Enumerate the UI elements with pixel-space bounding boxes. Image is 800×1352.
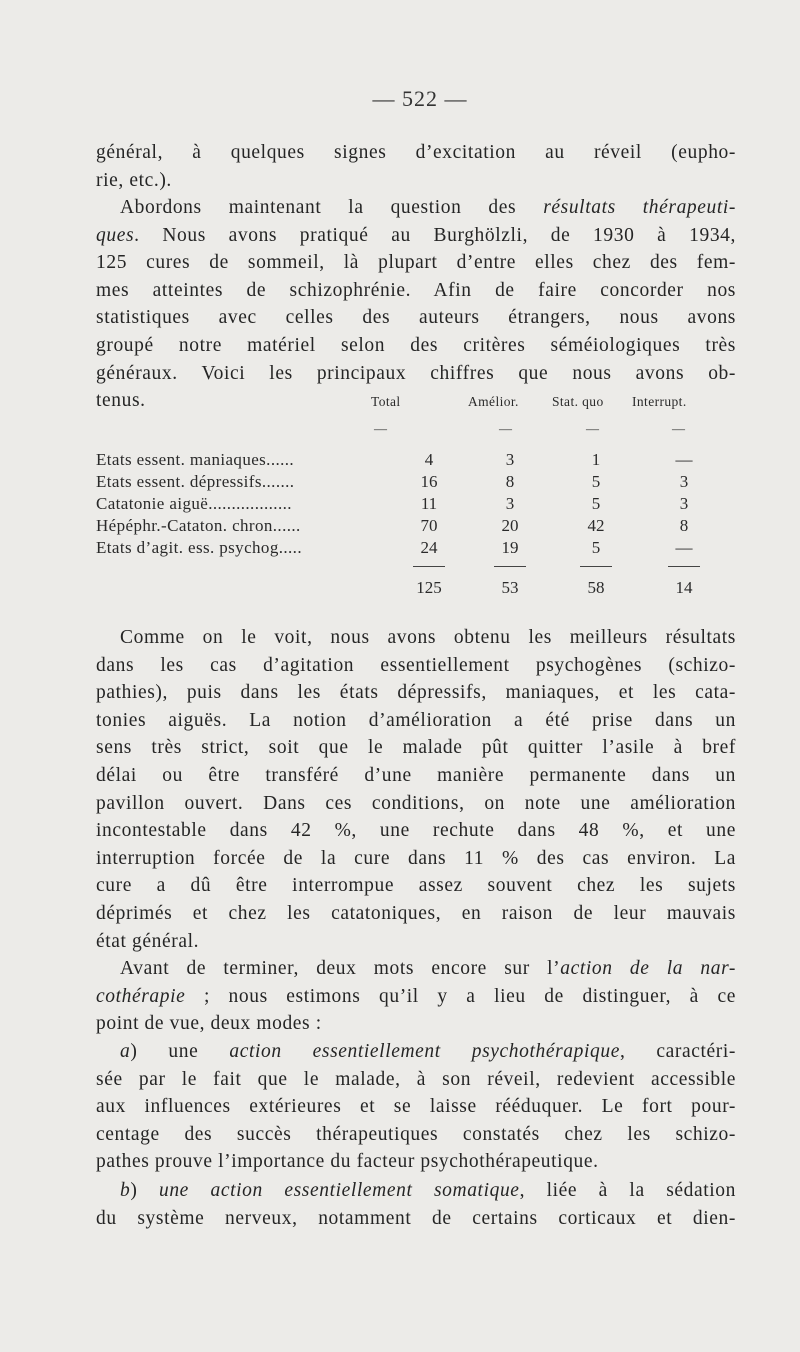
text-line: incontestable dans 42 %, une rechute dans 48 %, et une bbox=[96, 820, 736, 842]
row-label: Etats d’agit. ess. psychog..... bbox=[96, 538, 302, 557]
cell-stat-quo: 1 bbox=[591, 450, 601, 469]
cell-stat-quo: 42 bbox=[587, 516, 605, 535]
cell-total: 24 bbox=[420, 538, 438, 557]
table-row bbox=[96, 538, 736, 560]
col-header-amelior: Amélior. bbox=[468, 394, 519, 409]
text-line: b) une action essentiellement somatique, liée à la sédation bbox=[120, 1180, 737, 1201]
header-dash: — bbox=[374, 421, 387, 436]
text-line: général, à quelques signes d’excitation au réveil (eupho- bbox=[96, 142, 736, 163]
text-line: sée par le fait que le malade, à son réveil, redevient accessible bbox=[96, 1068, 736, 1090]
text-line: état général. bbox=[96, 930, 200, 952]
row-label: Catatonie aiguë.................. bbox=[96, 494, 292, 513]
table-row bbox=[96, 494, 736, 516]
col-header-interrupt: Interrupt. bbox=[632, 394, 687, 409]
total-total: 125 bbox=[416, 578, 442, 597]
cell-stat-quo: 5 bbox=[591, 538, 601, 557]
cell-stat-quo: 5 bbox=[591, 472, 601, 491]
paragraph-3 bbox=[96, 624, 736, 955]
cell-amelior: 3 bbox=[505, 494, 515, 513]
col-header-stat-quo: Stat. quo bbox=[552, 394, 604, 409]
text-line: Abordons maintenant la question des résultats thérapeuti- bbox=[120, 197, 737, 218]
paragraph-4 bbox=[96, 955, 736, 1038]
text-line: dans les cas d’agitation essentiellement psychogènes (schizo- bbox=[96, 654, 736, 676]
text-line: ques. Nous avons pratiqué au Burghölzli, de 1930 à 1934, bbox=[96, 224, 736, 246]
page-number: — 522 — bbox=[372, 86, 468, 111]
text-line: centage des succès thérapeutiques constatés chez les schizo- bbox=[96, 1123, 736, 1145]
row-label: Etats essent. maniaques...... bbox=[96, 450, 295, 469]
header-dash: — bbox=[586, 421, 599, 436]
text-line: statistiques avec celles des auteurs étrangers, nous avons bbox=[96, 307, 736, 329]
cell-interrupt: 3 bbox=[679, 472, 689, 491]
paragraph-6 bbox=[96, 1177, 736, 1232]
text-line: groupé notre matériel selon des critères séméiologiques très bbox=[96, 334, 736, 356]
paragraph-2 bbox=[96, 194, 736, 415]
total-rule bbox=[494, 566, 526, 567]
text-line: point de vue, deux modes : bbox=[96, 1013, 322, 1035]
text-line: sens très strict, soit que le malade pût quitter l’asile à bref bbox=[96, 737, 736, 759]
total-rule bbox=[668, 566, 700, 567]
text-line: aux influences extérieures et se laisse rééduquer. Le fort pour- bbox=[96, 1096, 736, 1118]
text-line: pathies), puis dans les états dépressifs, maniaques, et les cata- bbox=[96, 682, 736, 704]
total-interrupt: 14 bbox=[675, 578, 693, 597]
cell-amelior: 8 bbox=[505, 472, 515, 491]
text-line: cure a dû être interrompue assez souvent chez les sujets bbox=[96, 875, 736, 897]
total-rule bbox=[580, 566, 612, 567]
paragraph-5 bbox=[96, 1038, 736, 1176]
cell-stat-quo: 5 bbox=[591, 494, 601, 513]
text-line: rie, etc.). bbox=[96, 169, 172, 191]
text-line: généraux. Voici les principaux chiffres que nous avons ob- bbox=[96, 362, 736, 384]
text-line: du système nerveux, notamment de certains corticaux et dien- bbox=[96, 1207, 736, 1229]
text-line: interruption forcée de la cure dans 11 % des cas environ. La bbox=[96, 847, 736, 869]
cell-interrupt: 3 bbox=[679, 494, 689, 513]
cell-total: 70 bbox=[420, 516, 438, 535]
cell-total: 16 bbox=[420, 472, 438, 491]
text-line: tonies aiguës. La notion d’amélioration a été prise dans un bbox=[96, 709, 736, 731]
text-line: mes atteintes de schizophrénie. Afin de faire concorder nos bbox=[96, 279, 736, 301]
table-row bbox=[96, 516, 736, 538]
table-row bbox=[96, 472, 736, 494]
table-row bbox=[96, 450, 736, 472]
text-line: pavillon ouvert. Dans ces conditions, on note une amélioration bbox=[96, 792, 736, 814]
cell-total: 4 bbox=[424, 450, 434, 469]
paragraph-1 bbox=[96, 139, 736, 194]
text-line: Comme on le voit, nous avons obtenu les meilleurs résultats bbox=[120, 627, 736, 648]
cell-interrupt: — bbox=[675, 450, 693, 469]
header-dash: — bbox=[672, 421, 685, 436]
row-label: Etats essent. dépressifs....... bbox=[96, 472, 295, 491]
total-rule bbox=[413, 566, 445, 567]
text-line: cothérapie ; nous estimons qu’il y a lieu de distinguer, à ce bbox=[96, 985, 736, 1007]
cell-amelior: 20 bbox=[501, 516, 519, 535]
text-line: pathes prouve l’importance du facteur psychothérapeutique. bbox=[96, 1151, 599, 1173]
cell-interrupt: 8 bbox=[679, 516, 689, 535]
totals-row bbox=[96, 578, 736, 600]
text-line: tenus. bbox=[96, 390, 146, 412]
cell-interrupt: — bbox=[675, 538, 693, 557]
text-line: déprimés et chez les catatoniques, en raison de leur mauvais bbox=[96, 902, 736, 924]
row-label: Hépéphr.-Cataton. chron...... bbox=[96, 516, 301, 535]
text-line: Avant de terminer, deux mots encore sur l’action de la nar- bbox=[120, 958, 736, 979]
cell-amelior: 3 bbox=[505, 450, 515, 469]
total-stat-quo: 58 bbox=[587, 578, 605, 597]
total-amelior: 53 bbox=[501, 578, 519, 597]
text-line: délai ou être transféré d’une manière permanente dans un bbox=[96, 764, 736, 786]
cell-total: 11 bbox=[420, 494, 438, 513]
text-line: a) une action essentiellement psychothérapique, caractéri- bbox=[120, 1041, 736, 1062]
col-header-total: Total bbox=[371, 394, 401, 409]
cell-amelior: 19 bbox=[501, 538, 519, 557]
header-dash: — bbox=[499, 421, 512, 436]
text-line: 125 cures de sommeil, là plupart d’entre elles chez des fem- bbox=[96, 252, 736, 274]
